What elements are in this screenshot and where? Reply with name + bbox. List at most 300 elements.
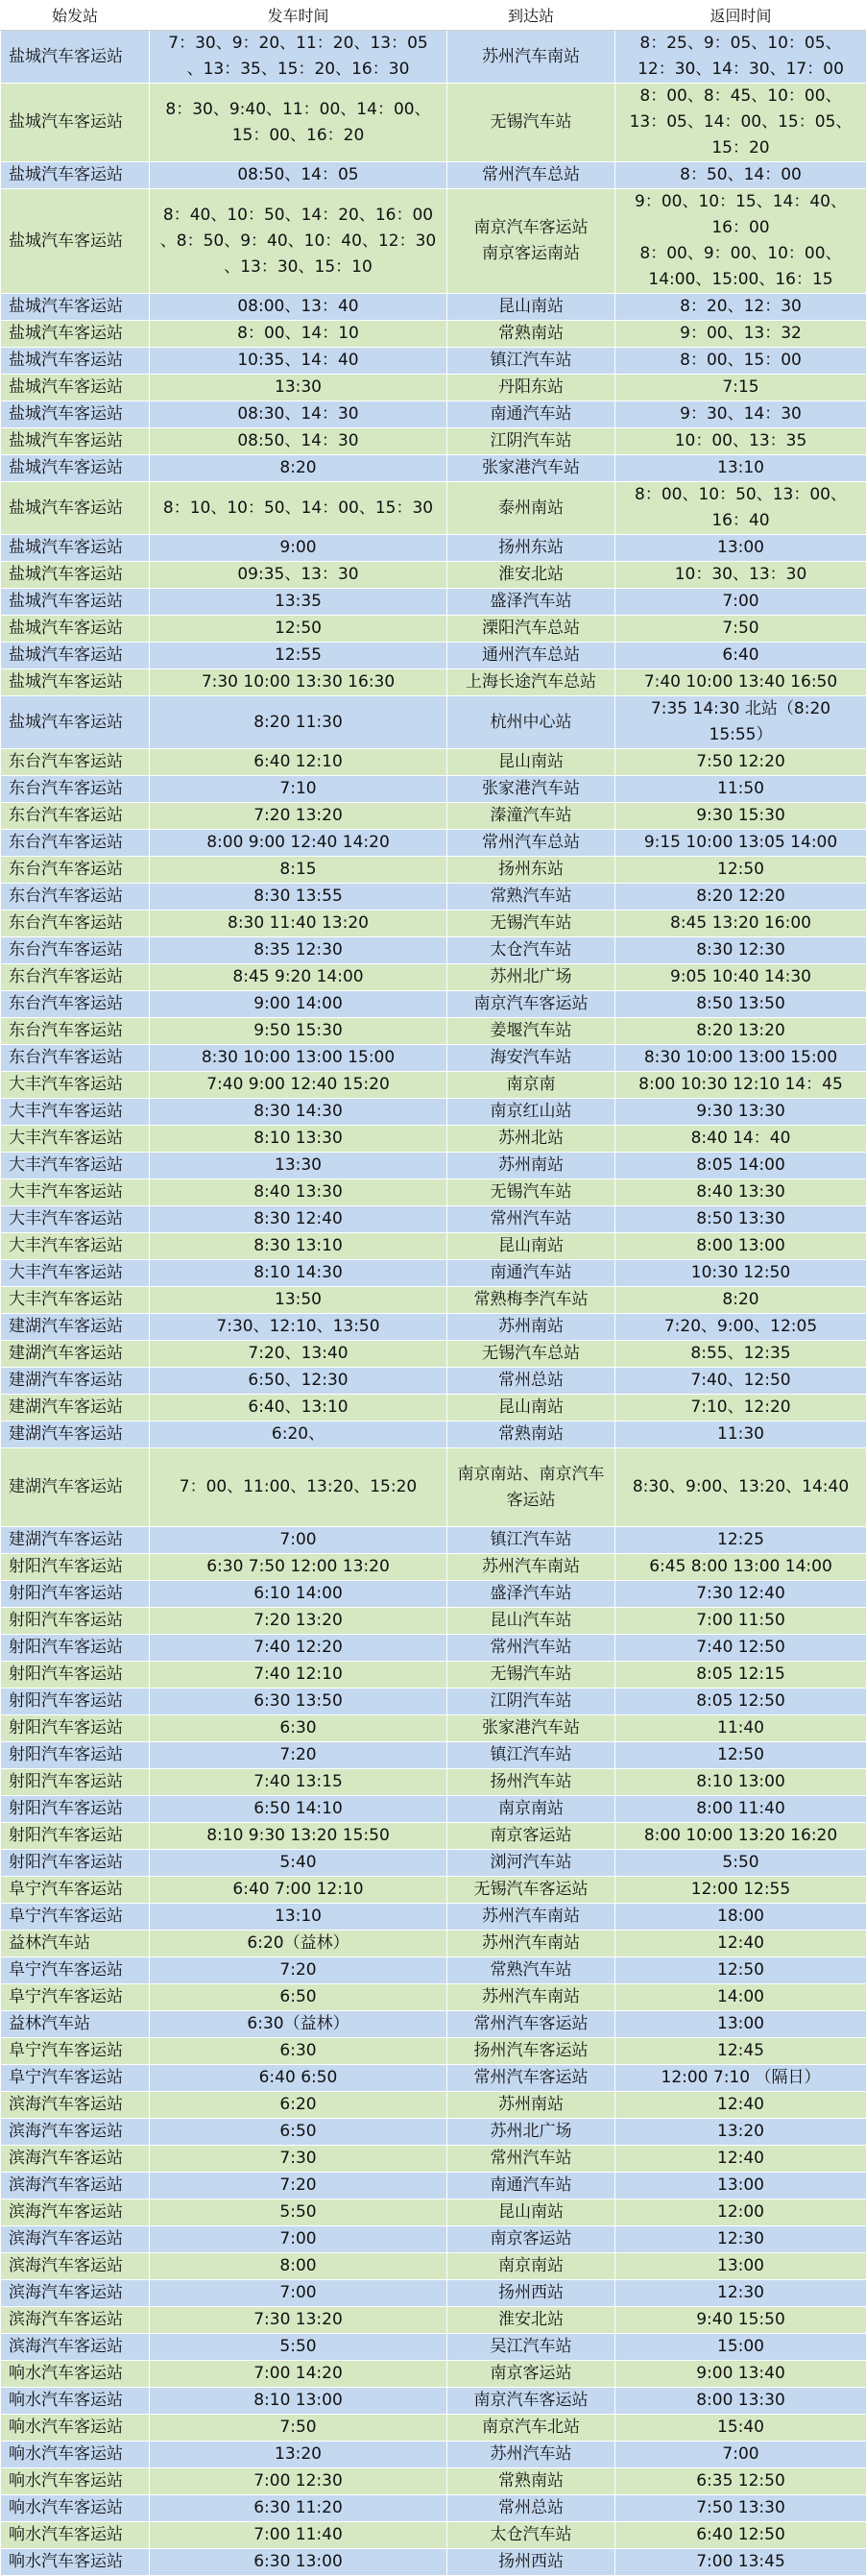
origin-station: 东台汽车客运站	[1, 884, 150, 911]
destination-station: 上海长途汽车总站	[447, 669, 615, 696]
return-times: 11:40	[615, 1715, 866, 1742]
table-row	[1, 991, 866, 1018]
destination-station: 南京南站	[447, 1796, 615, 1823]
destination-station: 张家港汽车站	[447, 776, 615, 803]
return-times: 7:40 10:00 13:40 16:50	[615, 669, 866, 696]
departure-times: 6:40、13:10	[150, 1395, 447, 1422]
table-row	[1, 749, 866, 776]
table-row	[1, 1689, 866, 1715]
table-row	[1, 321, 866, 348]
departure-times: 7：30、9：20、11：20、13：05 、13：35、15：20、16：30	[150, 31, 447, 84]
origin-station: 响水汽车客运站	[1, 2388, 150, 2415]
table-row	[1, 2226, 866, 2253]
departure-times: 7:00 14:20	[150, 2361, 447, 2388]
table-row	[1, 401, 866, 428]
origin-station: 盐城汽车客运站	[1, 696, 150, 749]
destination-station: 苏州南站	[447, 1153, 615, 1179]
return-times: 12:30	[615, 2280, 866, 2307]
table-row	[1, 964, 866, 991]
origin-station: 滨海汽车客运站	[1, 2280, 150, 2307]
departure-times: 8:30 12:40	[150, 1206, 447, 1233]
origin-station: 盐城汽车客运站	[1, 562, 150, 589]
destination-station: 南京红山站	[447, 1099, 615, 1126]
return-times: 5:50	[615, 1850, 866, 1877]
table-row	[1, 2011, 866, 2038]
return-times: 6:40 12:50	[615, 2522, 866, 2549]
departure-times: 5:40	[150, 1850, 447, 1877]
return-times: 7:20、9:00、12:05	[615, 1314, 866, 1341]
origin-station: 滨海汽车客运站	[1, 2173, 150, 2199]
return-times: 13:10	[615, 455, 866, 482]
departure-times: 8:10 13:00	[150, 2388, 447, 2415]
header-destination: 到达站	[447, 1, 615, 31]
table-row	[1, 2119, 866, 2146]
return-times: 6:35 12:50	[615, 2468, 866, 2495]
departure-times: 13:50	[150, 1287, 447, 1314]
origin-station: 滨海汽车客运站	[1, 2146, 150, 2173]
origin-station: 盐城汽车客运站	[1, 455, 150, 482]
departure-times: 7:00 11:40	[150, 2522, 447, 2549]
departure-times: 09:35、13：30	[150, 562, 447, 589]
departure-times: 8:10 9:30 13:20 15:50	[150, 1823, 447, 1850]
return-times: 8:30、9:00、13:20、14:40	[615, 1448, 866, 1527]
origin-station: 东台汽车客运站	[1, 1045, 150, 1072]
origin-station: 建湖汽车客运站	[1, 1527, 150, 1554]
table-row	[1, 696, 866, 749]
origin-station: 阜宁汽车客运站	[1, 2038, 150, 2065]
departure-times: 6:30（益林）	[150, 2011, 447, 2038]
header-row	[1, 1, 866, 31]
origin-station: 滨海汽车客运站	[1, 2092, 150, 2119]
departure-times: 8:30 13:10	[150, 1233, 447, 1260]
header-origin: 始发站	[1, 1, 150, 31]
return-times: 11:30	[615, 1422, 866, 1448]
departure-times: 6:40 12:10	[150, 749, 447, 776]
return-times: 12:00	[615, 2199, 866, 2226]
departure-times: 7:10	[150, 776, 447, 803]
destination-station: 常熟南站	[447, 2468, 615, 2495]
origin-station: 响水汽车客运站	[1, 2522, 150, 2549]
return-times: 8:00 13:30	[615, 2388, 866, 2415]
table-row	[1, 857, 866, 884]
table-row	[1, 1260, 866, 1287]
origin-station: 建湖汽车客运站	[1, 1341, 150, 1368]
origin-station: 东台汽车客运站	[1, 937, 150, 964]
return-times: 8:40 13:30	[615, 1179, 866, 1206]
return-times: 9:30 15:30	[615, 803, 866, 830]
return-times: 8:40 14：40	[615, 1126, 866, 1153]
departure-times: 9:50 15:30	[150, 1018, 447, 1045]
destination-station: 苏州北广场	[447, 2119, 615, 2146]
origin-station: 响水汽车客运站	[1, 2495, 150, 2522]
table-row	[1, 643, 866, 669]
return-times: 8：00、10：50、13：00、 16：40	[615, 482, 866, 535]
origin-station: 建湖汽车客运站	[1, 1314, 150, 1341]
table-row	[1, 455, 866, 482]
departure-times: 13:20	[150, 2442, 447, 2468]
departure-times: 7:50	[150, 2415, 447, 2442]
departure-times: 08:50、14：05	[150, 162, 447, 189]
departure-times: 6:50	[150, 1984, 447, 2011]
origin-station: 阜宁汽车客运站	[1, 1877, 150, 1904]
table-row	[1, 2361, 866, 2388]
departure-times: 7:30 10:00 13:30 16:30	[150, 669, 447, 696]
table-row	[1, 1072, 866, 1099]
destination-station: 丹阳东站	[447, 375, 615, 401]
table-row	[1, 1206, 866, 1233]
departure-times: 6:50	[150, 2119, 447, 2146]
return-times: 18:00	[615, 1904, 866, 1931]
return-times: 8:10 13:00	[615, 1769, 866, 1796]
destination-station: 昆山汽车站	[447, 1608, 615, 1635]
table-body	[1, 31, 866, 2576]
table-row	[1, 589, 866, 616]
table-row	[1, 2065, 866, 2092]
return-times: 8：00、8：45、10：00、 13：05、14：00、15：05、 15：20	[615, 84, 866, 162]
return-times: 10：30、13：30	[615, 562, 866, 589]
table-row	[1, 1018, 866, 1045]
departure-times: 7:30	[150, 2146, 447, 2173]
table-row	[1, 84, 866, 162]
table-row	[1, 803, 866, 830]
return-times: 12:00 7:10 （隔日）	[615, 2065, 866, 2092]
departure-times: 8：40、10：50、14：20、16：00 、8：50、9：40、10：40、12：30 、13：30、15：10	[150, 189, 447, 294]
origin-station: 盐城汽车客运站	[1, 669, 150, 696]
return-times: 8:00 10:00 13:20 16:20	[615, 1823, 866, 1850]
origin-station: 射阳汽车客运站	[1, 1742, 150, 1769]
header-return-times: 返回时间	[615, 1, 866, 31]
table-row	[1, 535, 866, 562]
departure-times: 8:30 13:55	[150, 884, 447, 911]
departure-times: 8:20	[150, 455, 447, 482]
destination-station: 常州汽车客运站	[447, 2065, 615, 2092]
table-row	[1, 1045, 866, 1072]
origin-station: 盐城汽车客运站	[1, 294, 150, 321]
departure-times: 8:00 9:00 12:40 14:20	[150, 830, 447, 857]
departure-times: 13:30	[150, 1153, 447, 1179]
return-times: 12:50	[615, 1957, 866, 1984]
return-times: 8:20 13:20	[615, 1018, 866, 1045]
origin-station: 建湖汽车客运站	[1, 1368, 150, 1395]
destination-station: 昆山南站	[447, 749, 615, 776]
origin-station: 盐城汽车客运站	[1, 589, 150, 616]
origin-station: 盐城汽车客运站	[1, 616, 150, 643]
return-times: 9：00、10：15、14：40、 16：00 8：00、9：00、10：00、 14:00、15:00、16：15	[615, 189, 866, 294]
return-times: 10：00、13：35	[615, 428, 866, 455]
origin-station: 盐城汽车客运站	[1, 643, 150, 669]
header-departure-times: 发车时间	[150, 1, 447, 31]
origin-station: 射阳汽车客运站	[1, 1823, 150, 1850]
departure-times: 12:55	[150, 643, 447, 669]
origin-station: 益林汽车站	[1, 2011, 150, 2038]
return-times: 9：30、14：30	[615, 401, 866, 428]
destination-station: 常熟梅李汽车站	[447, 1287, 615, 1314]
destination-station: 常州汽车客运站	[447, 2011, 615, 2038]
table-row	[1, 2253, 866, 2280]
return-times: 13:00	[615, 535, 866, 562]
return-times: 12:25	[615, 1527, 866, 1554]
departure-times: 7:20 13:20	[150, 803, 447, 830]
departure-times: 8：00、14：10	[150, 321, 447, 348]
origin-station: 盐城汽车客运站	[1, 31, 150, 84]
destination-station: 苏州北广场	[447, 964, 615, 991]
return-times: 7:50 12:20	[615, 749, 866, 776]
destination-station: 南通汽车站	[447, 2173, 615, 2199]
destination-station: 常熟汽车站	[447, 884, 615, 911]
destination-station: 南京客运站	[447, 2226, 615, 2253]
departure-times: 6:40 7:00 12:10	[150, 1877, 447, 1904]
origin-station: 盐城汽车客运站	[1, 428, 150, 455]
origin-station: 滨海汽车客运站	[1, 2226, 150, 2253]
destination-station: 通州汽车总站	[447, 643, 615, 669]
destination-station: 无锡汽车站	[447, 84, 615, 162]
destination-station: 南通汽车站	[447, 401, 615, 428]
table-row	[1, 1742, 866, 1769]
table-row	[1, 1422, 866, 1448]
origin-station: 大丰汽车客运站	[1, 1153, 150, 1179]
destination-station: 昆山南站	[447, 294, 615, 321]
table-row	[1, 2038, 866, 2065]
table-row	[1, 1850, 866, 1877]
table-row	[1, 1904, 866, 1931]
return-times: 8:30 10:00 13:00 15:00	[615, 1045, 866, 1072]
origin-station: 射阳汽车客运站	[1, 1769, 150, 1796]
destination-station: 南京客运站	[447, 2361, 615, 2388]
return-times: 8:05 14:00	[615, 1153, 866, 1179]
departure-times: 7:40 13:15	[150, 1769, 447, 1796]
return-times: 8：25、9：05、10：05、 12：30、14：30、17：00	[615, 31, 866, 84]
table-row	[1, 2307, 866, 2334]
origin-station: 益林汽车站	[1, 1931, 150, 1957]
destination-station: 南京南站	[447, 2253, 615, 2280]
destination-station: 南京汽车客运站 南京客运南站	[447, 189, 615, 294]
departure-times: 8:10 14:30	[150, 1260, 447, 1287]
origin-station: 盐城汽车客运站	[1, 321, 150, 348]
table-row	[1, 189, 866, 294]
return-times: 8：50、14：00	[615, 162, 866, 189]
origin-station: 滨海汽车客运站	[1, 2119, 150, 2146]
departure-times: 7：00、11:00、13:20、15:20	[150, 1448, 447, 1527]
departure-times: 7:20 13:20	[150, 1608, 447, 1635]
origin-station: 东台汽车客运站	[1, 803, 150, 830]
origin-station: 阜宁汽车客运站	[1, 1984, 150, 2011]
table-row	[1, 1715, 866, 1742]
table-row	[1, 2388, 866, 2415]
table-row	[1, 1554, 866, 1581]
departure-times: 8:45 9:20 14:00	[150, 964, 447, 991]
destination-station: 姜堰汽车站	[447, 1018, 615, 1045]
destination-station: 扬州西站	[447, 2549, 615, 2576]
return-times: 8:50 13:30	[615, 1206, 866, 1233]
return-times: 8:20	[615, 1287, 866, 1314]
return-times: 15:40	[615, 2415, 866, 2442]
departure-times: 7:00	[150, 2226, 447, 2253]
table-row	[1, 31, 866, 84]
destination-station: 常州汽车总站	[447, 162, 615, 189]
return-times: 8:55、12:35	[615, 1341, 866, 1368]
destination-station: 淮安北站	[447, 562, 615, 589]
table-row	[1, 2495, 866, 2522]
departure-times: 6:10 14:00	[150, 1581, 447, 1608]
return-times: 7:35 14:30 北站（8:20 15:55）	[615, 696, 866, 749]
destination-station: 苏州北站	[447, 1126, 615, 1153]
return-times: 8:05 12:15	[615, 1662, 866, 1689]
return-times: 7:00	[615, 2442, 866, 2468]
destination-station: 常州总站	[447, 2495, 615, 2522]
departure-times: 08:00、13：40	[150, 294, 447, 321]
origin-station: 盐城汽车客运站	[1, 348, 150, 375]
destination-station: 常州汽车站	[447, 1206, 615, 1233]
destination-station: 无锡汽车站	[447, 1179, 615, 1206]
table-row	[1, 1608, 866, 1635]
destination-station: 太仓汽车站	[447, 937, 615, 964]
destination-station: 盛泽汽车站	[447, 1581, 615, 1608]
origin-station: 响水汽车客运站	[1, 2415, 150, 2442]
table-row	[1, 1984, 866, 2011]
return-times: 9：00、13：32	[615, 321, 866, 348]
table-row	[1, 294, 866, 321]
destination-station: 常熟南站	[447, 1422, 615, 1448]
origin-station: 大丰汽车客运站	[1, 1260, 150, 1287]
table-row	[1, 1126, 866, 1153]
origin-station: 盐城汽车客运站	[1, 189, 150, 294]
table-row	[1, 1581, 866, 1608]
destination-station: 杭州中心站	[447, 696, 615, 749]
origin-station: 阜宁汽车客运站	[1, 2065, 150, 2092]
destination-station: 常州汽车站	[447, 1635, 615, 1662]
table-row	[1, 348, 866, 375]
return-times: 8:00 10:30 12:10 14：45	[615, 1072, 866, 1099]
departure-times: 8:10 13:30	[150, 1126, 447, 1153]
return-times: 12:00 12:55	[615, 1877, 866, 1904]
origin-station: 东台汽车客运站	[1, 857, 150, 884]
destination-station: 太仓汽车站	[447, 2522, 615, 2549]
departure-times: 6:30 13:00	[150, 2549, 447, 2576]
destination-station: 常州总站	[447, 1368, 615, 1395]
table-row	[1, 2522, 866, 2549]
return-times: 10:30 12:50	[615, 1260, 866, 1287]
table-row	[1, 884, 866, 911]
origin-station: 响水汽车客运站	[1, 2361, 150, 2388]
departure-times: 7:40 9:00 12:40 15:20	[150, 1072, 447, 1099]
departure-times: 6:30 13:50	[150, 1689, 447, 1715]
return-times: 13:00	[615, 2253, 866, 2280]
destination-station: 常熟南站	[447, 321, 615, 348]
return-times: 7:15	[615, 375, 866, 401]
table-header	[1, 1, 866, 31]
destination-station: 昆山南站	[447, 1233, 615, 1260]
table-row	[1, 1823, 866, 1850]
origin-station: 盐城汽车客运站	[1, 84, 150, 162]
origin-station: 盐城汽车客运站	[1, 535, 150, 562]
destination-station: 扬州汽车客运站	[447, 2038, 615, 2065]
origin-station: 东台汽车客运站	[1, 964, 150, 991]
return-times: 9:00 13:40	[615, 2361, 866, 2388]
destination-station: 无锡汽车站	[447, 911, 615, 937]
departure-times: 7:40 12:10	[150, 1662, 447, 1689]
return-times: 12:50	[615, 1742, 866, 1769]
origin-station: 滨海汽车客运站	[1, 2334, 150, 2361]
departure-times: 7:00 12:30	[150, 2468, 447, 2495]
table-row	[1, 937, 866, 964]
return-times: 12:45	[615, 2038, 866, 2065]
return-times: 6:40	[615, 643, 866, 669]
origin-station: 滨海汽车客运站	[1, 2199, 150, 2226]
return-times: 11:50	[615, 776, 866, 803]
destination-station: 溧阳汽车总站	[447, 616, 615, 643]
table-row	[1, 1635, 866, 1662]
departure-times: 13:35	[150, 589, 447, 616]
origin-station: 大丰汽车客运站	[1, 1233, 150, 1260]
return-times: 9:30 13:30	[615, 1099, 866, 1126]
departure-times: 6:20	[150, 2092, 447, 2119]
departure-times: 6:30	[150, 1715, 447, 1742]
destination-station: 海安汽车站	[447, 1045, 615, 1072]
origin-station: 射阳汽车客运站	[1, 1635, 150, 1662]
destination-station: 扬州西站	[447, 2280, 615, 2307]
origin-station: 东台汽车客运站	[1, 991, 150, 1018]
destination-station: 江阴汽车站	[447, 428, 615, 455]
table-row	[1, 2092, 866, 2119]
table-row	[1, 1153, 866, 1179]
departure-times: 7:00	[150, 2280, 447, 2307]
origin-station: 东台汽车客运站	[1, 830, 150, 857]
return-times: 13:20	[615, 2119, 866, 2146]
departure-times: 7:20	[150, 2173, 447, 2199]
departure-times: 08:30、14：30	[150, 401, 447, 428]
destination-station: 苏州汽车南站	[447, 1554, 615, 1581]
departure-times: 7:30 13:20	[150, 2307, 447, 2334]
departure-times: 08:50、14：30	[150, 428, 447, 455]
return-times: 12:50	[615, 857, 866, 884]
return-times: 8:05 12:50	[615, 1689, 866, 1715]
destination-station: 张家港汽车站	[447, 455, 615, 482]
destination-station: 常州汽车站	[447, 2146, 615, 2173]
return-times: 14:00	[615, 1984, 866, 2011]
destination-station: 扬州东站	[447, 535, 615, 562]
destination-station: 昆山南站	[447, 2199, 615, 2226]
destination-station: 南京南站、南京汽车 客运站	[447, 1448, 615, 1527]
return-times: 8：20、12：30	[615, 294, 866, 321]
table-row	[1, 562, 866, 589]
return-times: 8:50 13:50	[615, 991, 866, 1018]
departure-times: 5:50	[150, 2199, 447, 2226]
return-times: 7:30 12:40	[615, 1581, 866, 1608]
origin-station: 大丰汽车客运站	[1, 1099, 150, 1126]
return-times: 7:10、12:20	[615, 1395, 866, 1422]
return-times: 15:00	[615, 2334, 866, 2361]
return-times: 7:00 13:45	[615, 2549, 866, 2576]
table-row	[1, 162, 866, 189]
destination-station: 盛泽汽车站	[447, 589, 615, 616]
table-row	[1, 1341, 866, 1368]
departure-times: 8:35 12:30	[150, 937, 447, 964]
origin-station: 响水汽车客运站	[1, 2468, 150, 2495]
departure-times: 8:30 11:40 13:20	[150, 911, 447, 937]
destination-station: 昆山南站	[447, 1395, 615, 1422]
departure-times: 6:30 7:50 12:00 13:20	[150, 1554, 447, 1581]
destination-station: 镇江汽车站	[447, 1742, 615, 1769]
return-times: 8：00、15：00	[615, 348, 866, 375]
destination-station: 苏州汽车站	[447, 2442, 615, 2468]
origin-station: 滨海汽车客运站	[1, 2253, 150, 2280]
destination-station: 无锡汽车总站	[447, 1341, 615, 1368]
destination-station: 江阴汽车站	[447, 1689, 615, 1715]
departure-times: 5:50	[150, 2334, 447, 2361]
table-row	[1, 375, 866, 401]
origin-station: 东台汽车客运站	[1, 749, 150, 776]
return-times: 13:00	[615, 2173, 866, 2199]
